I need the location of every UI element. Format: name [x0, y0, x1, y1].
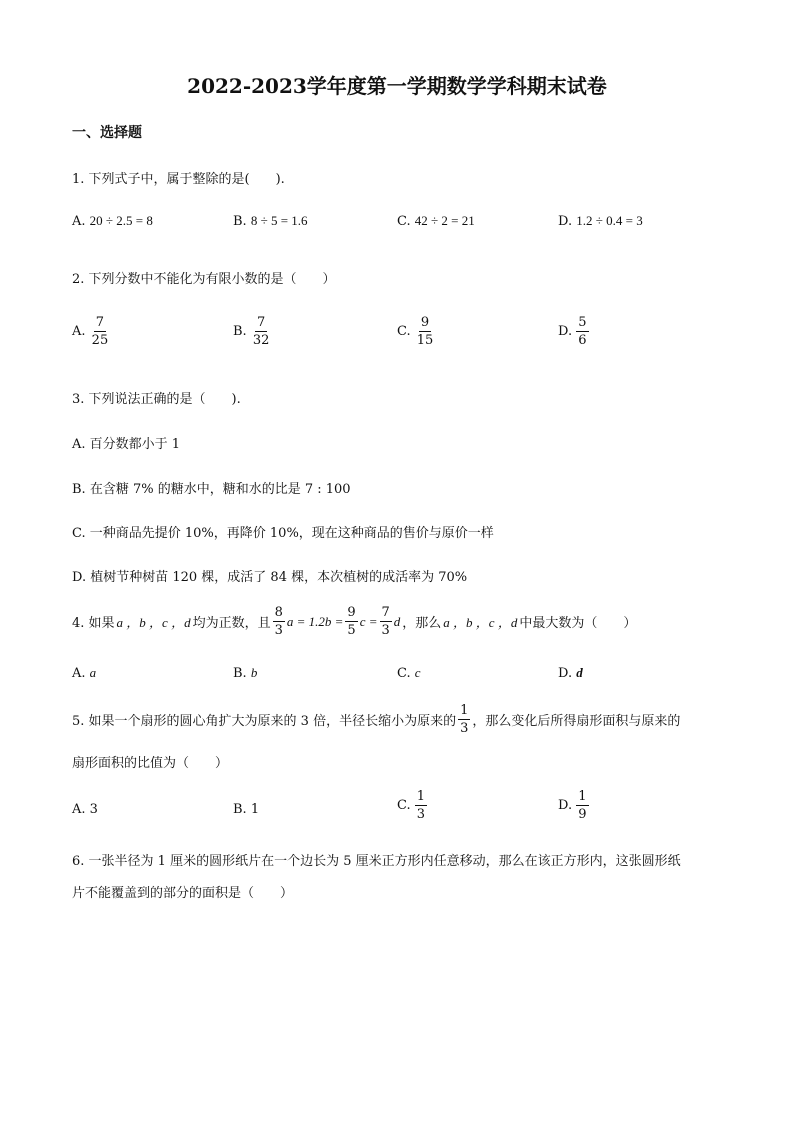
- option-label: A.: [72, 214, 86, 229]
- option-text: b: [250, 665, 258, 680]
- denominator: 6: [578, 333, 587, 348]
- fraction: [415, 316, 436, 347]
- question-5-stem-line2: 扇形面积的比值为（ ）: [72, 756, 229, 771]
- question-3-option-b: B. 在含糖 7% 的糖水中，糖和水的比是 7 : 100: [72, 482, 351, 497]
- question-5-option-b: B. 1: [233, 802, 260, 817]
- option-label: B.: [233, 324, 247, 339]
- denominator: 3: [460, 721, 469, 736]
- section-title: 一、选择题: [72, 125, 142, 141]
- stem-text: ，那么: [402, 616, 442, 631]
- question-5-option-d: [558, 790, 589, 821]
- numerator: 7: [95, 315, 105, 330]
- fraction: [273, 606, 285, 637]
- fraction: [458, 704, 470, 735]
- option-label: C.: [397, 798, 411, 813]
- denominator: 5: [347, 623, 356, 638]
- fraction: [415, 790, 427, 821]
- fraction: [90, 316, 111, 347]
- question-4-stem: [72, 606, 636, 637]
- option-label: C.: [397, 324, 411, 339]
- question-2-option-a: [72, 316, 110, 347]
- variables: a ，b ，c ，d: [443, 615, 518, 630]
- numerator: 8: [274, 605, 283, 620]
- denominator: 3: [381, 623, 390, 638]
- option-text: c: [414, 665, 421, 680]
- equation-part: d: [393, 613, 401, 629]
- option-text: 1.2 ÷ 0.4 = 3: [576, 213, 643, 228]
- numerator: 9: [420, 315, 430, 330]
- option-label: B.: [233, 666, 247, 681]
- stem-text: 5. 如果一个扇形的圆心角扩大为原来的 3 倍，半径长缩小为原来的: [72, 714, 457, 729]
- question-2-option-d: [558, 316, 589, 347]
- stem-text: 4. 如果: [72, 616, 115, 631]
- question-5-option-c: [397, 790, 427, 821]
- equation-part: a = 1.2b =: [286, 613, 344, 629]
- question-6-stem-line2: 片不能覆盖到的部分的面积是（ ）: [72, 886, 294, 901]
- fraction: [576, 790, 588, 821]
- option-text: 42 ÷ 2 = 21: [414, 213, 475, 228]
- exam-title: 2022-2023学年度第一学期数学学科期末试卷: [187, 74, 607, 98]
- denominator: 25: [91, 333, 109, 348]
- question-4-option-a: [72, 665, 96, 681]
- question-1-option-a: [72, 213, 153, 229]
- question-1-stem: 1. 下列式子中，属于整除的是( ).: [72, 172, 285, 187]
- fraction: [380, 606, 392, 637]
- numerator: 1: [460, 703, 469, 718]
- equation-part: c =: [359, 613, 378, 629]
- option-text: 8 ÷ 5 = 1.6: [250, 213, 308, 228]
- option-label: D.: [558, 324, 573, 339]
- fraction: [251, 316, 272, 347]
- question-3-option-c: C. 一种商品先提价 10%，再降价 10%，现在这种商品的售价与原价一样: [72, 526, 494, 541]
- numerator: 9: [347, 605, 356, 620]
- question-4-option-b: [233, 665, 257, 681]
- question-2-option-b: [233, 316, 271, 347]
- question-3-stem: 3. 下列说法正确的是（ ).: [72, 392, 241, 407]
- option-text: 20 ÷ 2.5 = 8: [89, 213, 153, 228]
- denominator: 32: [252, 333, 270, 348]
- option-label: D.: [558, 798, 573, 813]
- numerator: 7: [256, 315, 266, 330]
- fraction: [345, 606, 357, 637]
- fraction: [576, 316, 588, 347]
- option-label: A.: [72, 324, 86, 339]
- option-label: B.: [233, 214, 247, 229]
- variables: a ，b ，c ，d: [116, 615, 191, 630]
- numerator: 1: [416, 789, 426, 804]
- denominator: 3: [416, 807, 426, 822]
- question-5-stem: [72, 704, 680, 735]
- denominator: 9: [578, 807, 587, 822]
- option-label: D.: [558, 666, 573, 681]
- denominator: 15: [416, 333, 434, 348]
- question-1-option-b: [233, 213, 308, 229]
- option-label: C.: [397, 214, 411, 229]
- question-5-option-a: A. 3: [72, 802, 98, 817]
- question-4-option-c: [397, 665, 421, 681]
- stem-text: 中最大数为（ ）: [519, 616, 637, 631]
- question-3-option-d: D. 植树节种树苗 120 棵，成活了 84 棵，本次植树的成活率为 70%: [72, 570, 468, 585]
- option-label: A.: [72, 666, 86, 681]
- denominator: 3: [274, 623, 283, 638]
- option-text: d: [576, 665, 583, 680]
- question-2-stem: 2. 下列分数中不能化为有限小数的是（ ）: [72, 272, 336, 287]
- stem-text: ，那么变化后所得扇形面积与原来的: [472, 714, 681, 729]
- question-6-stem-line1: 6. 一张半径为 1 厘米的圆形纸片在一个边长为 5 厘米正方形内任意移动，那么在该正方形内，这张圆形纸: [72, 854, 681, 869]
- option-label: C.: [397, 666, 411, 681]
- numerator: 7: [381, 605, 390, 620]
- numerator: 1: [578, 789, 587, 804]
- question-1-option-d: [558, 213, 643, 229]
- question-2-option-c: [397, 316, 435, 347]
- option-label: D.: [558, 214, 573, 229]
- question-3-option-a: A. 百分数都小于 1: [72, 437, 181, 452]
- question-4-option-d: [558, 665, 583, 681]
- stem-text: 均为正数，且: [192, 616, 271, 631]
- option-text: a: [89, 665, 97, 680]
- question-1-option-c: [397, 213, 475, 229]
- numerator: 5: [578, 315, 587, 330]
